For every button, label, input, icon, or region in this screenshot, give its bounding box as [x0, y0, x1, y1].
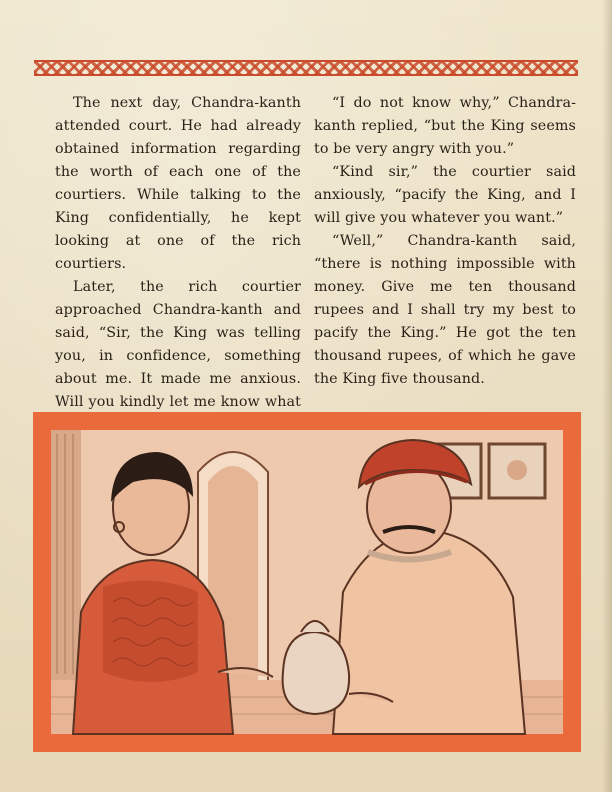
illustration-drawing [33, 412, 581, 752]
text-column-left [55, 92, 301, 460]
text-column-right [314, 92, 576, 391]
lattice-panel [51, 430, 81, 680]
paragraph: “I do not know why,” Chandra-kanth replied, “but the King seems to be very angry with you.” [314, 95, 576, 157]
paragraph: Later, the rich courtier approached Chandra-kanth and said, “Sir, the King was telling you, in confidence, something about me. It made me anxious. Will you kindly let me know what [55, 279, 301, 410]
paragraph: “Kind sir,” the courtier said anxiously, “pacify the King, and I will give you whatever you want.” [314, 164, 576, 226]
paragraph: “Well,” Chandra-kanth said, “there is nothing impossible with money. Give me ten thousand rupees and I shall try my best to pacify the King.” He got the ten thousand rupees, of which he gave the King five thousand. [314, 233, 576, 387]
picture-figure [507, 460, 527, 480]
page-edge-shadow [602, 0, 612, 792]
paragraph: The next day, Chandra-kanth attended court. He had already obtained information regarding the worth of each one of the courtiers. While talking to the King confidentially, he kept looking at one of the rich courtiers. [55, 95, 301, 272]
illustration-panel [33, 412, 581, 752]
decorative-border [34, 60, 578, 76]
